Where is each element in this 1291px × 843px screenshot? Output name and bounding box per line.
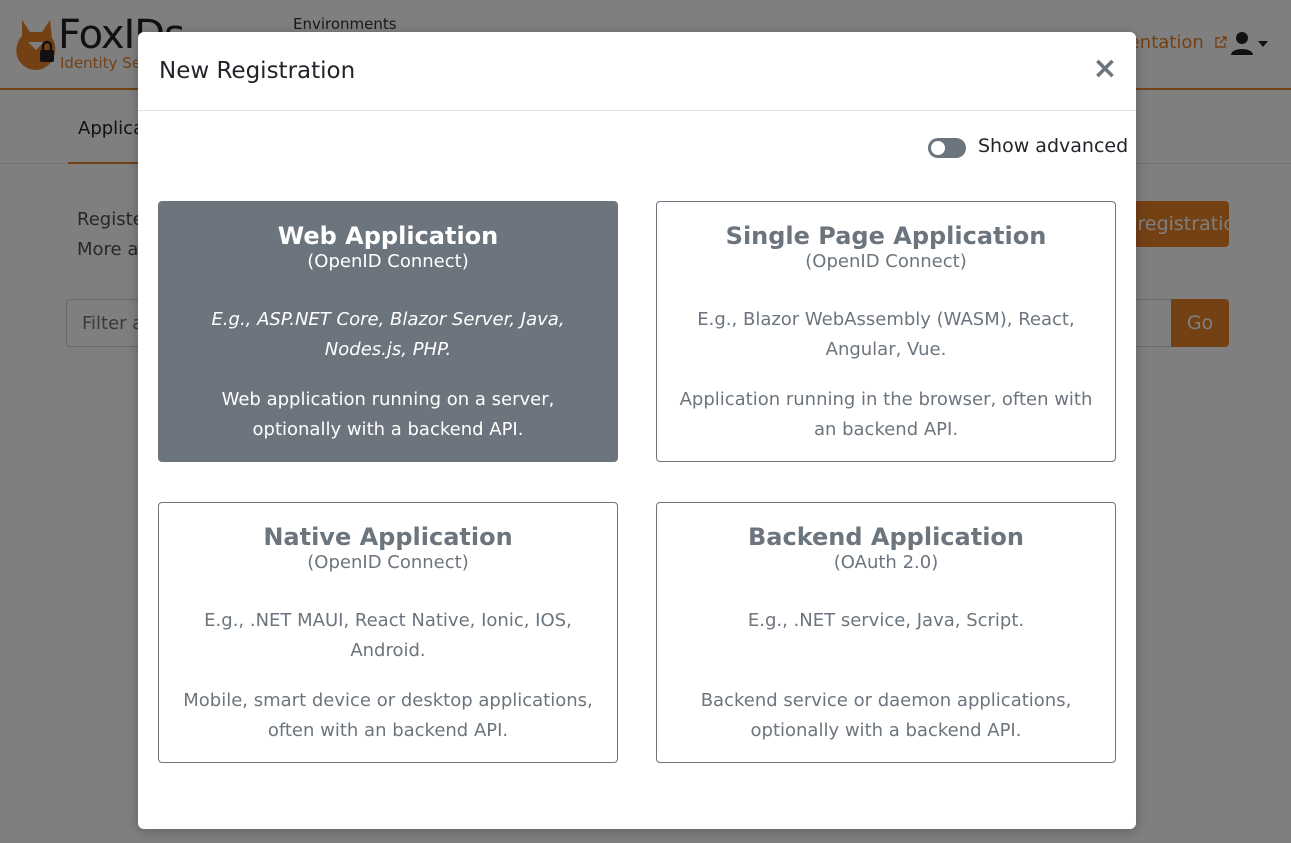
modal-header (138, 32, 1136, 111)
card-native-application[interactable] (158, 502, 618, 763)
card-title: Native Application (263, 523, 513, 551)
show-advanced-label[interactable]: Show advanced (978, 135, 1129, 157)
card-title: Backend Application (747, 523, 1024, 551)
card-protocol: (OAuth 2.0) (833, 552, 939, 573)
card-protocol: (OpenID Connect) (307, 251, 469, 272)
card-description: Mobile, smart device or desktop applications, often with an backend API. (183, 690, 593, 741)
card-backend-application[interactable] (656, 502, 1116, 763)
card-protocol: (OpenID Connect) (805, 251, 967, 272)
close-button[interactable]: × (1092, 51, 1118, 86)
card-single-page-application[interactable] (656, 201, 1116, 462)
card-examples: E.g., ASP.NET Core, Blazor Server, Java, Nodes.js, PHP. (211, 309, 565, 360)
card-title: Web Application (277, 222, 499, 250)
card-examples: E.g., Blazor WebAssembly (WASM), React, Angular, Vue. (697, 309, 1075, 360)
card-protocol: (OpenID Connect) (307, 552, 469, 573)
show-advanced-toggle[interactable] (928, 134, 1129, 160)
card-title: Single Page Application (725, 222, 1047, 250)
card-web-application[interactable] (158, 201, 618, 462)
toggle-switch[interactable] (928, 138, 966, 158)
modal-title: New Registration (159, 58, 356, 84)
card-examples: E.g., .NET service, Java, Script. (747, 610, 1025, 631)
card-examples: E.g., .NET MAUI, React Native, Ionic, IOS, Android. (204, 610, 572, 661)
toggle-knob (931, 141, 945, 155)
card-description: Application running in the browser, often with an backend API. (679, 389, 1093, 440)
card-description: Web application running on a server, optionally with a backend API. (221, 389, 555, 440)
new-registration-dialog (138, 32, 1136, 829)
card-description: Backend service or daemon applications, optionally with a backend API. (700, 690, 1072, 741)
